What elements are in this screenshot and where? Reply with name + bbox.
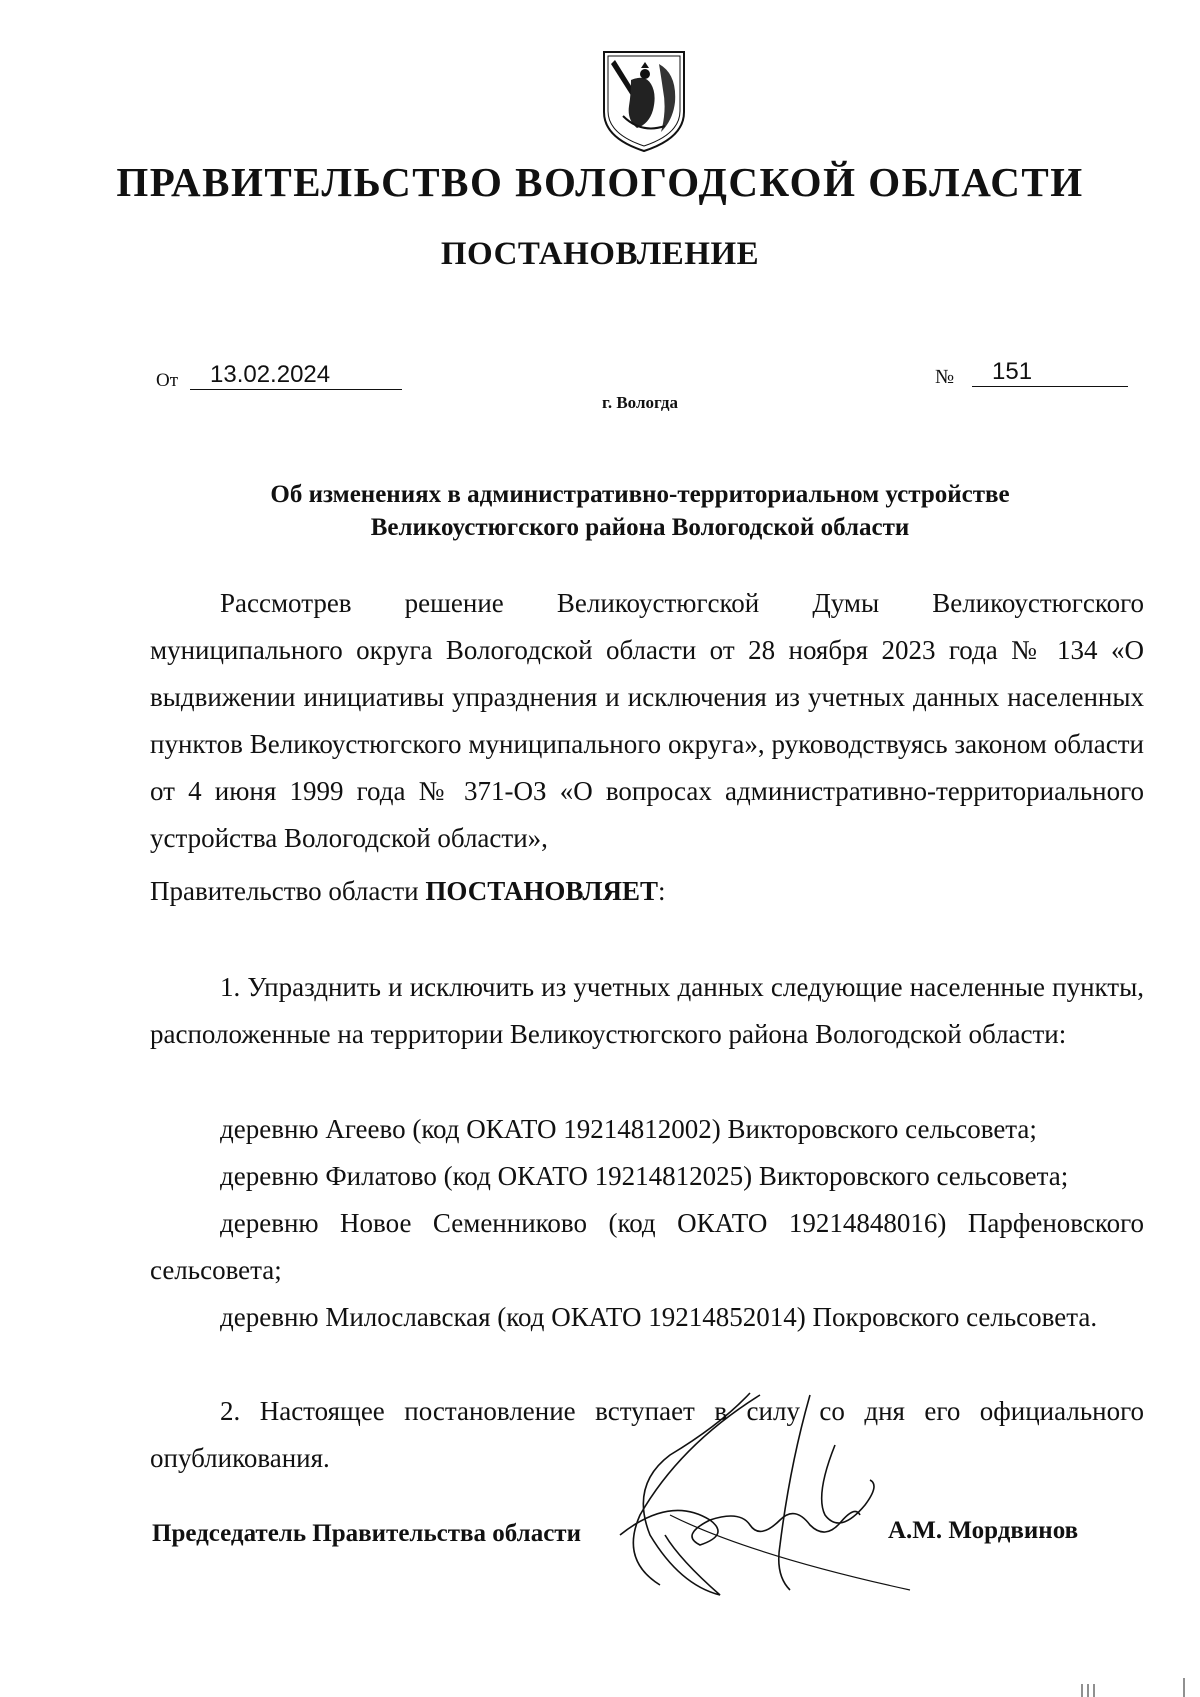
decree-prefix: Правительство области [150,876,426,906]
list-item: деревню Милославская (код ОКАТО 19214852014) Покровского сельсовета. [220,1302,1098,1332]
document-type-title: ПОСТАНОВЛЕНИЕ [440,236,760,272]
government-title: ПРАВИТЕЛЬСТВО ВОЛОГОДСКОЙ ОБЛАСТИ [116,159,1084,205]
decree-paragraph [150,868,1144,915]
preamble-paragraph: Рассмотрев решение Великоустюгской Думы Великоустюгского муниципального округа Вологодской области от 28 ноября 2023 года № 134 «О выдвижении инициативы упразднения и исключения из учетных данных населенных пунктов Великоустюгского муниципального округа», руководствуясь законом области от 4 июня 1999 года № 371-ОЗ «О вопросах административно-территориального устройства Вологодской области», [150,588,1144,853]
document-subject [150,478,1130,544]
subject-line-2: Великоустюгского района Вологодской области [370,514,910,541]
scan-edge-marks [1070,1660,1200,1697]
handwritten-signature [610,1385,990,1615]
list-item: деревню Новое Семенниково (код ОКАТО 19214848016) Парфеновского сельсовета; [150,1208,1144,1285]
coat-of-arms-icon [601,50,687,153]
city-label: г. Вологда [602,393,678,412]
decree-suffix: : [657,876,666,906]
date-label: От [156,370,179,391]
document-number: 151 [972,358,1128,387]
signatory-name: А.М. Мордвинов [888,1517,1079,1544]
clause-2: 2. Настоящее постановление вступает в силу со дня его официального опубликования. [150,1396,1144,1473]
signatory-title: Председатель Правительства области [152,1520,581,1547]
list-item: деревню Агеево (код ОКАТО 19214812002) Викторовского сельсовета; [220,1114,1037,1144]
decree-word: ПОСТАНОВЛЯЕТ [425,876,658,906]
list-item: деревню Филатово (код ОКАТО 19214812025) Викторовского сельсовета; [220,1161,1069,1191]
clause-1: 1. Упразднить и исключить из учетных данных следующие населенные пункты, расположенные на территории Великоустюгского района Вологодской области: [150,972,1144,1049]
document-date: 13.02.2024 [190,361,402,390]
subject-line-1: Об изменениях в административно-территориальном устройстве [270,481,1010,508]
number-label: № [935,366,955,388]
